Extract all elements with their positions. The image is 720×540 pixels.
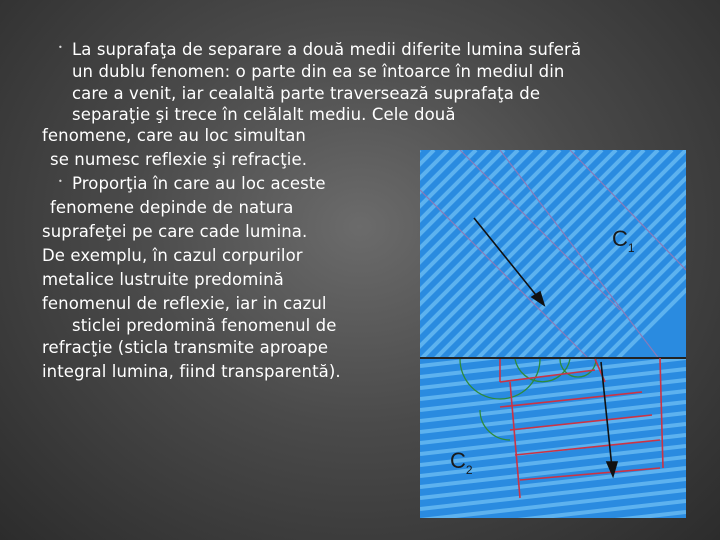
text-line: De exemplu, în cazul corpurilor: [42, 246, 303, 265]
text-line: refracţie (sticla transmite aproape: [42, 338, 329, 357]
text-line: Proporţia în care au loc aceste: [72, 174, 326, 193]
refraction-diagram: [420, 150, 686, 518]
text-line: care a venit, iar cealaltă parte traversează suprafaţa de: [72, 84, 541, 103]
text-line: fenomenul de reflexie, iar in cazul: [42, 294, 327, 313]
text-line: se numesc reflexie şi refracţie.: [50, 150, 308, 169]
text-line: integral lumina, fiind transparentă).: [42, 362, 341, 381]
text-line: metalice lustruite predomină: [42, 270, 284, 289]
medium-2-label: $C_2$: [450, 448, 473, 477]
text-line: un dublu fenomen: o parte din ea se întoarce în mediul din: [72, 62, 565, 81]
medium-1-label: $C_1$: [612, 226, 635, 255]
text-line: fenomene, care au loc simultan: [42, 126, 306, 145]
text-line: suprafeţei pe care cade lumina.: [42, 222, 308, 241]
text-line: La suprafaţa de separare a două medii diferite lumina suferă: [72, 40, 582, 59]
text-line: separaţie şi trece în celălalt mediu. Cele două: [72, 105, 456, 124]
bullet-icon: •: [58, 43, 63, 52]
bullet-icon: •: [58, 177, 63, 186]
text-line: sticlei predomină fenomenul de: [72, 316, 337, 335]
text-line: fenomene depinde de natura: [50, 198, 294, 217]
